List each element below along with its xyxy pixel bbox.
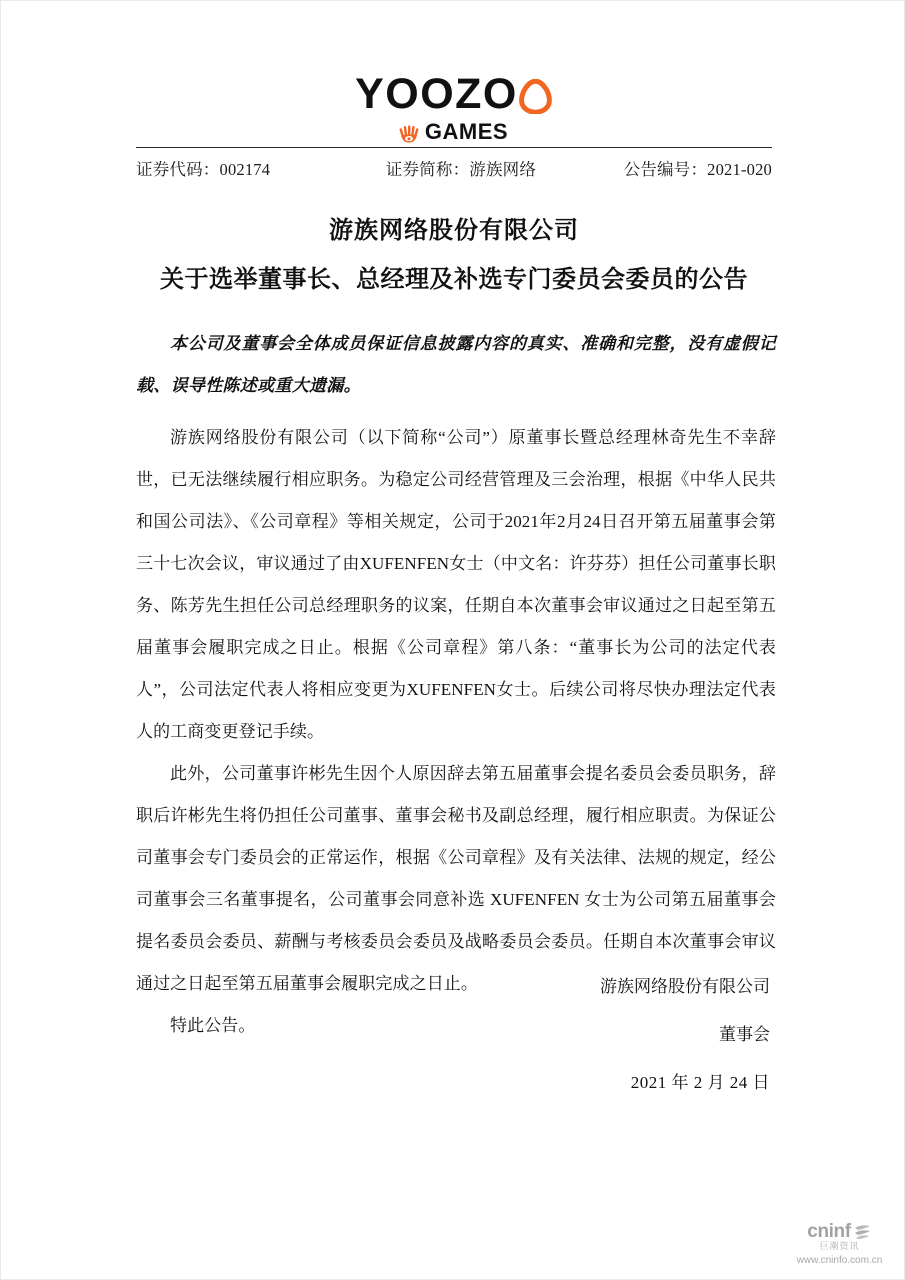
cninfo-watermark (787, 1222, 892, 1267)
page-title (136, 213, 772, 298)
stock-short-name: 证券简称：游族网络 (385, 160, 537, 179)
closing-paragraph: 特此公告。 (170, 1016, 256, 1035)
document-body (136, 323, 776, 1047)
signature-date: 2021 年 2 月 24 日 (630, 1073, 770, 1092)
signature-board: 董事会 (719, 1025, 770, 1044)
logo-text: YOOZO (355, 70, 518, 118)
orange-hand-icon (399, 124, 419, 143)
header-divider (136, 147, 772, 148)
body-paragraph-1: 游族网络股份有限公司（以下简称“公司”）原董事长暨总经理林奇先生不幸辞世，已无法继续履行相应职务。为稳定公司经营管理及三会治理，根据《中华人民共和国公司法》、《公司章程》等相关规定，公司于2021年2月24日召开第五届董事会第三十七次会议，审议通过了由XUFENFEN女士（中文名：许芬芬）担任公司董事长职务、陈芳先生担任公司总经理职务的议案，任期自本次董事会审议通过之日起至第五届董事会履职完成之日止。根据《公司章程》第八条：“董事长为公司的法定代表人”，公司法定代表人将相应变更为XUFENFEN女士。后续公司将尽快办理法定代表人的工商变更登记手续。 (136, 428, 776, 741)
signature-company: 游族网络股份有限公司 (600, 977, 770, 996)
signature-block (136, 963, 772, 1107)
header-info-row (136, 156, 772, 180)
body-paragraph-2: 此外，公司董事许彬先生因个人原因辞去第五届董事会提名委员会委员职务，辞职后许彬先生将仍担任公司董事、董事会秘书及副总经理，履行相应职责。为保证公司董事会专门委员会的正常运作，根据《公司章程》及有关法律、法规的规定，经公司董事会三名董事提名，公司董事会同意补选 XUFENFEN 女士为公司第五届董事会提名委员会委员、薪酬与考核委员会委员及战略委员会委员。任期自本次董事会审议通过之日起至第五届董事会履职完成之日止。 (136, 764, 776, 993)
logo-games-text: GAMES (424, 119, 509, 144)
logo-games-row (1, 121, 905, 143)
announcement-number: 公告编号：2021-020 (623, 160, 772, 179)
title-subject: 关于选举董事长、总经理及补选专门委员会委员的公告 (160, 267, 748, 293)
watermark-brand-row (787, 1222, 892, 1241)
yoozoo-drop-icon (519, 79, 552, 114)
watermark-url: www.cninfo.com.cn (796, 1255, 883, 1266)
company-logo (1, 70, 905, 144)
logo-wordmark (355, 70, 552, 118)
paragraph-spacer (136, 407, 776, 417)
stock-code: 证券代码：002174 (136, 160, 271, 179)
watermark-chinese: 巨潮资讯 (819, 1242, 860, 1253)
watermark-brand: cninf (807, 1221, 851, 1243)
disclaimer-paragraph: 本公司及董事会全体成员保证信息披露内容的真实、准确和完整，没有虚假记载、误导性陈述或重大遗漏。 (136, 334, 776, 395)
title-company-name: 游族网络股份有限公司 (329, 218, 579, 244)
cninfo-logo-icon (853, 1224, 872, 1240)
